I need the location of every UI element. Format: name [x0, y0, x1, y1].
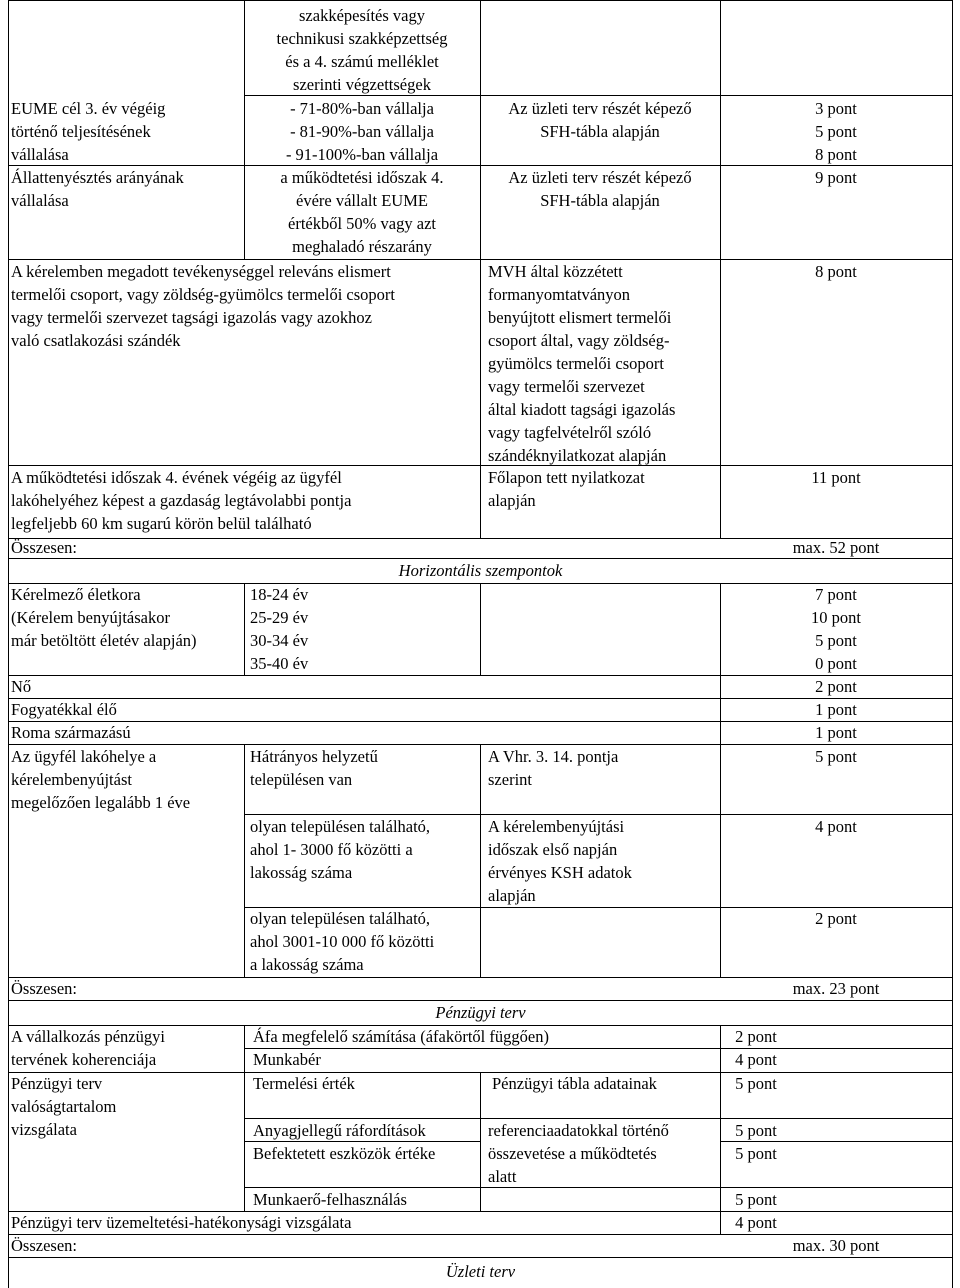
- row-label: Fogyatékkal élő: [11, 700, 117, 719]
- points-value: 2 pont: [735, 1027, 777, 1046]
- column-divider: [720, 744, 721, 977]
- financial-item: Munkaerő-felhasználás: [253, 1190, 407, 1209]
- column-divider: [480, 0, 481, 538]
- points-value: 8 pont: [815, 262, 857, 281]
- total-points: max. 30 pont: [792, 1236, 880, 1255]
- row-label: A vállalkozás pénzügyi tervének koherenciája: [11, 1027, 165, 1069]
- total-label: Összesen:: [11, 538, 77, 557]
- total-points: max. 52 pont: [792, 538, 880, 557]
- points-value: 5 pont: [735, 1190, 777, 1209]
- criterion-text: - 71-80%-ban vállalja - 81-90%-ban vállalja - 91-100%-ban vállalja: [285, 99, 439, 164]
- row-label: Nő: [11, 677, 32, 696]
- basis-text: referenciaadatokkal történő összevetése a működtetés alatt: [488, 1121, 669, 1186]
- row-label: A működtetési időszak 4. évének végéig az ügyfél lakóhelyéhez képest a gazdaság legtávolabbi pontja legfeljebb 60 km sugarú körön belül található: [11, 468, 352, 533]
- row-label: Pénzügyi terv üzemeltetési-hatékonysági vizsgálata: [11, 1213, 352, 1232]
- criterion-text: olyan településen található, ahol 3001-10 000 fő közötti a lakosság száma: [250, 909, 435, 974]
- age-ranges: 18-24 év 25-29 év 30-34 év 35-40 év: [250, 585, 309, 673]
- section-heading: Horizontális szempontok: [398, 561, 563, 580]
- row-label: Roma származású: [11, 723, 131, 742]
- financial-item: Befektetett eszközök értéke: [253, 1144, 436, 1163]
- points-value: 4 pont: [735, 1050, 777, 1069]
- column-divider: [480, 583, 481, 675]
- table-border-right: [952, 0, 953, 1288]
- basis-text: A Vhr. 3. 14. pontja szerint: [488, 747, 619, 789]
- column-divider: [244, 744, 245, 977]
- criterion-text: szakképesítés vagy technikusi szakképzettség és a 4. számú melléklet szerinti végzettségek: [276, 6, 448, 94]
- row-divider: [8, 1257, 953, 1258]
- financial-item: Anyagjellegű ráfordítások: [253, 1121, 426, 1140]
- financial-item: Munkabér: [253, 1050, 321, 1069]
- column-divider: [480, 744, 481, 977]
- row-label: Állattenyésztés arányának vállalása: [11, 168, 184, 210]
- points-value: 1 pont: [815, 723, 857, 742]
- basis-text: A kérelembenyújtási időszak első napján érvényes KSH adatok alapján: [488, 817, 632, 905]
- section-heading: Pénzügyi terv: [435, 1003, 526, 1022]
- criterion-text: olyan településen található, ahol 1- 3000 fő közötti a lakosság száma: [250, 817, 431, 882]
- column-divider: [244, 583, 245, 675]
- points-value: 11 pont: [811, 468, 861, 487]
- points-value: 9 pont: [815, 168, 857, 187]
- criterion-text: a működtetési időszak 4. évére vállalt EUME értékből 50% vagy azt meghaladó részarány: [280, 168, 444, 256]
- points-value: 4 pont: [815, 817, 857, 836]
- section-heading: Üzleti terv: [445, 1262, 516, 1281]
- row-label: Kérelmező életkora (Kérelem benyújtásakor már betöltött életév alapján): [11, 585, 197, 650]
- points-value: 5 pont: [735, 1121, 777, 1140]
- basis-text: Pénzügyi tábla adatainak: [492, 1074, 657, 1093]
- points-value: 7 pont 10 pont 5 pont 0 pont: [811, 585, 861, 673]
- points-value: 2 pont: [815, 677, 857, 696]
- row-label: Az ügyfél lakóhelye a kérelembenyújtást megelőzően legalább 1 éve: [11, 747, 191, 812]
- points-value: 5 pont: [815, 747, 857, 766]
- points-value: 5 pont: [735, 1074, 777, 1093]
- table-border-left: [8, 0, 9, 1288]
- basis-text: Főlapon tett nyilatkozat alapján: [488, 468, 645, 510]
- criterion-text: Hátrányos helyzetű településen van: [250, 747, 378, 789]
- financial-item: Áfa megfelelő számítása (áfakörtől függően): [253, 1027, 549, 1046]
- basis-text: MVH által közzétett formanyomtatványon benyújtott elismert termelői csoport által, vagy zöldség- gyümölcs termelői csoport vagy termelői szervezet által kiadott tagsági igazolás vagy tagfelvételről szóló szándéknyilatkozat alapján: [488, 262, 676, 465]
- points-value: 1 pont: [815, 700, 857, 719]
- points-value: 5 pont: [735, 1144, 777, 1163]
- points-value: 3 pont 5 pont 8 pont: [815, 99, 857, 164]
- row-divider: [8, 0, 953, 1]
- row-label: A kérelemben megadott tevékenységgel releváns elismert termelői csoport, vagy zöldség-gyümölcs termelői csoport vagy termelői szervezet tagsági igazolás vagy azokhoz való csatlakozási szándék: [11, 262, 395, 350]
- row-label: Pénzügyi terv valóságtartalom vizsgálata: [11, 1074, 117, 1139]
- basis-text: Az üzleti terv részét képező SFH-tábla alapján: [508, 99, 692, 141]
- financial-item: Termelési érték: [253, 1074, 355, 1093]
- row-label: EUME cél 3. év végéig történő teljesítésének vállalása: [11, 99, 166, 164]
- total-points: max. 23 pont: [792, 979, 880, 998]
- points-value: 2 pont: [815, 909, 857, 928]
- total-label: Összesen:: [11, 1236, 77, 1255]
- basis-text: Az üzleti terv részét képező SFH-tábla alapján: [508, 168, 692, 210]
- points-value: 4 pont: [735, 1213, 777, 1232]
- total-label: Összesen:: [11, 979, 77, 998]
